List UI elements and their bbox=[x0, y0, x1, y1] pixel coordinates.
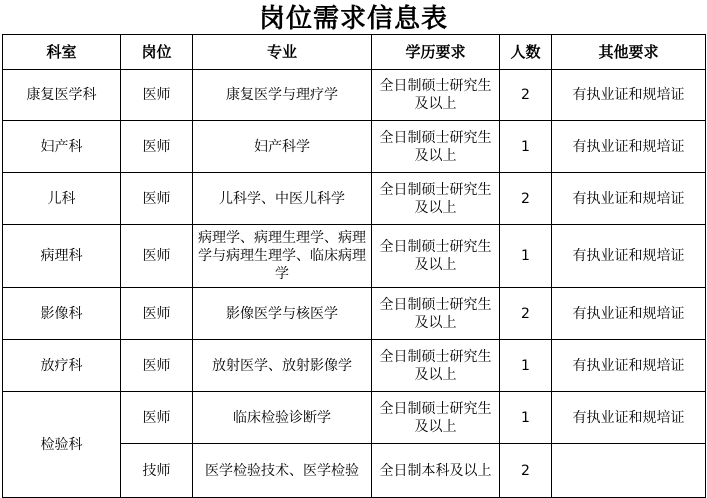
header-major: 专业 bbox=[193, 35, 372, 70]
table-row bbox=[3, 225, 706, 288]
header-other: 其他要求 bbox=[552, 35, 706, 70]
cell-education: 全日制硕士研究生及以上 bbox=[372, 392, 500, 444]
job-requirements-table bbox=[2, 34, 706, 498]
table-row bbox=[3, 288, 706, 340]
cell-other: 有执业证和规培证 bbox=[552, 121, 706, 173]
cell-major: 妇产科学 bbox=[193, 121, 372, 173]
cell-count: 1 bbox=[500, 225, 552, 288]
page-title: 岗位需求信息表 bbox=[258, 4, 448, 34]
cell-education: 全日制硕士研究生及以上 bbox=[372, 225, 500, 288]
cell-other: 有执业证和规培证 bbox=[552, 70, 706, 121]
cell-education: 全日制硕士研究生及以上 bbox=[372, 121, 500, 173]
cell-post: 医师 bbox=[121, 288, 193, 340]
cell-count: 2 bbox=[500, 70, 552, 121]
table-row bbox=[3, 121, 706, 173]
cell-post: 医师 bbox=[121, 121, 193, 173]
cell-dept: 放疗科 bbox=[3, 340, 121, 392]
cell-other bbox=[552, 444, 706, 498]
cell-education: 全日制硕士研究生及以上 bbox=[372, 340, 500, 392]
table-row bbox=[3, 173, 706, 225]
cell-other: 有执业证和规培证 bbox=[552, 288, 706, 340]
cell-dept: 检验科 bbox=[3, 392, 121, 498]
cell-count: 1 bbox=[500, 121, 552, 173]
cell-dept: 儿科 bbox=[3, 173, 121, 225]
cell-education: 全日制本科及以上 bbox=[372, 444, 500, 498]
cell-major: 影像医学与核医学 bbox=[193, 288, 372, 340]
cell-major: 医学检验技术、医学检验 bbox=[193, 444, 372, 498]
cell-major: 儿科学、中医儿科学 bbox=[193, 173, 372, 225]
cell-major: 放射医学、放射影像学 bbox=[193, 340, 372, 392]
cell-post: 医师 bbox=[121, 225, 193, 288]
table-row bbox=[3, 70, 706, 121]
cell-other: 有执业证和规培证 bbox=[552, 392, 706, 444]
cell-count: 1 bbox=[500, 340, 552, 392]
cell-post: 医师 bbox=[121, 392, 193, 444]
cell-other: 有执业证和规培证 bbox=[552, 340, 706, 392]
cell-major: 病理学、病理生理学、病理学与病理生理学、临床病理学 bbox=[193, 225, 372, 288]
cell-major: 康复医学与理疗学 bbox=[193, 70, 372, 121]
header-post: 岗位 bbox=[121, 35, 193, 70]
cell-education: 全日制硕士研究生及以上 bbox=[372, 288, 500, 340]
cell-post: 技师 bbox=[121, 444, 193, 498]
cell-dept: 影像科 bbox=[3, 288, 121, 340]
cell-major: 临床检验诊断学 bbox=[193, 392, 372, 444]
cell-count: 2 bbox=[500, 444, 552, 498]
cell-dept: 妇产科 bbox=[3, 121, 121, 173]
cell-education: 全日制硕士研究生及以上 bbox=[372, 70, 500, 121]
table-row bbox=[3, 340, 706, 392]
cell-dept: 康复医学科 bbox=[3, 70, 121, 121]
cell-count: 1 bbox=[500, 392, 552, 444]
header-dept: 科室 bbox=[3, 35, 121, 70]
cell-education: 全日制硕士研究生及以上 bbox=[372, 173, 500, 225]
table-header-row bbox=[3, 35, 706, 70]
cell-other: 有执业证和规培证 bbox=[552, 225, 706, 288]
cell-other: 有执业证和规培证 bbox=[552, 173, 706, 225]
cell-count: 2 bbox=[500, 288, 552, 340]
header-count: 人数 bbox=[500, 35, 552, 70]
cell-post: 医师 bbox=[121, 70, 193, 121]
cell-dept: 病理科 bbox=[3, 225, 121, 288]
cell-count: 2 bbox=[500, 173, 552, 225]
cell-post: 医师 bbox=[121, 340, 193, 392]
table-row bbox=[3, 392, 706, 444]
cell-post: 医师 bbox=[121, 173, 193, 225]
header-education: 学历要求 bbox=[372, 35, 500, 70]
